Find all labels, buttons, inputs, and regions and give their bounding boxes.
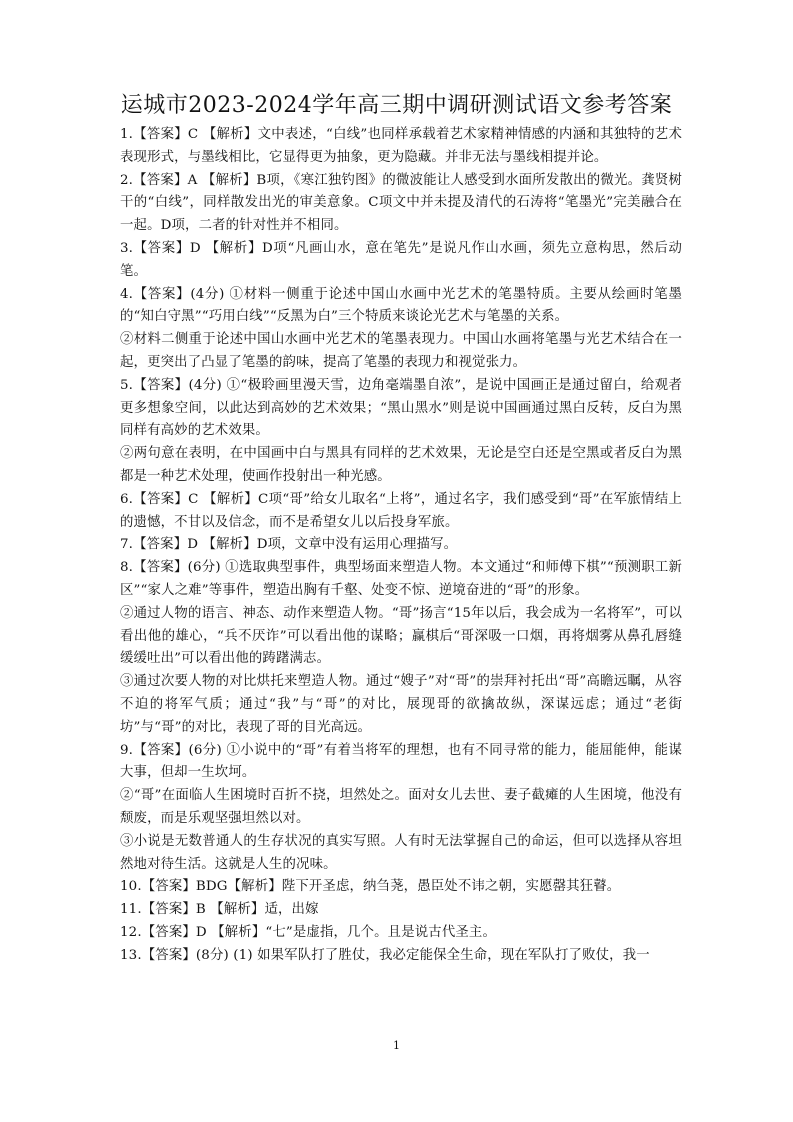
page-title: 运城市2023-2024学年高三期中调研测试语文参考答案: [120, 93, 673, 118]
answer-paragraph: 11.【答案】B 【解析】适，出嫁: [120, 902, 319, 918]
answer-paragraph: 9.【答案】(6分) ①小说中的“哥”有着当将军的理想，也有不同寻常的能力，能屈能伸，能谋大事，但却一生坎坷。: [120, 742, 682, 781]
answer-paragraph: 13.【答案】(8分) (1) 如果军队打了胜仗，我必定能保全生命，现在军队打了败仗，我一: [120, 947, 650, 963]
answer-paragraph: 7.【答案】D 【解析】D项，文章中没有运用心理描写。: [120, 537, 458, 553]
answer-paragraph: 5.【答案】(4分) ①“极聆画里漫天雪，边角毫端墨自浓”，是说中国画正是通过留白，给观者更多想象空间，以此达到高妙的艺术效果；“黑山黑水”则是说中国画通过黑白反转，反白为黑同样有高妙的艺术效果。: [120, 377, 682, 439]
answer-paragraph: 2.【答案】A 【解析】B项，《寒江独钓图》的微波能让人感受到水面所发散出的微光。龚贤树干的“白线”，同样散发出光的审美意象。C项文中并未提及清代的石涛将“笔墨光”完美融合在一起。D项，二者的针对性并不相同。: [120, 172, 682, 234]
answer-paragraph: 10.【答案】BDG【解析】陛下开圣虑，纳刍荛，愚臣处不讳之朝，实愿罄其狂瞽。: [120, 879, 621, 895]
answer-paragraph: ②两句意在表明，在中国画中白与黑具有同样的艺术效果，无论是空白还是空黑或者反白为黑都是一种艺术处理，使画作投射出一种光感。: [120, 446, 682, 484]
answer-paragraph: 8.【答案】(6分) ①选取典型事件，典型场面来塑造人物。本文通过“和师傅下棋”“预测职工新区”“家人之难”等事件，塑造出胸有千壑、处变不惊、逆境奋进的“哥”的形象。: [120, 560, 682, 598]
page-number: 1: [393, 1039, 400, 1052]
answer-paragraph: 3.【答案】D 【解析】D项“凡画山水，意在笔先”是说凡作山水画，须先立意构思，然后动笔。: [120, 240, 682, 279]
answer-paragraph: 1.【答案】C 【解析】文中表述，“白线”也同样承载着艺术家精神情感的内涵和其独特的艺术表现形式，与墨线相比，它显得更为抽象，更为隐藏。并非无法与墨线相提并论。: [120, 127, 682, 165]
answer-paragraph: 4.【答案】(4分) ①材料一侧重于论述中国山水画中光艺术的笔墨特质。主要从绘画时笔墨的“知白守黑”“巧用白线”“反黑为白”三个特质来谈论光艺术与笔墨的关系。: [120, 286, 682, 325]
answer-paragraph: 6.【答案】C 【解析】C项“哥”给女儿取名“上将”，通过名字，我们感受到“哥”在军旅情结上的遗憾，不甘以及信念，而不是希望女儿以后投身军旅。: [120, 491, 682, 530]
answer-paragraph: ②材料二侧重于论述中国山水画中光艺术的笔墨表现力。中国山水画将笔墨与光艺术结合在一起，更突出了凸显了笔墨的韵味，提高了笔墨的表现力和视觉张力。: [120, 332, 682, 370]
answer-paragraph: ②“哥”在面临人生困境时百折不挠，坦然处之。面对女儿去世、妻子截瘫的人生困境，他没有颓废，而是乐观坚强坦然以对。: [120, 788, 682, 826]
answer-paragraph: ③通过次要人物的对比烘托来塑造人物。通过“嫂子”对“哥”的崇拜衬托出“哥”高瞻远瞩，从容不迫的将军气质；通过“我”与“哥”的对比，展现哥的欲擒故纵，深谋远虑；通过“老街坊”与“哥”的对比，表现了哥的目光高远。: [120, 674, 682, 735]
document-body: [120, 124, 682, 967]
answer-paragraph: ②通过人物的语言、神态、动作来塑造人物。“哥”扬言“15年以后，我会成为一名将军”，可以看出他的雄心，“兵不厌诈”可以看出他的谋略；赢棋后“哥深吸一口烟，再将烟雾从鼻孔唇缝缓缓吐出”可以看出他的踌躇满志。: [120, 605, 682, 667]
answer-paragraph: 12.【答案】D 【解析】“七”是虚指，几个。且是说古代圣主。: [120, 924, 497, 940]
answer-paragraph: ③小说是无数普通人的生存状况的真实写照。人有时无法掌握自己的命运，但可以选择从容坦然地对待生活。这就是人生的况味。: [120, 833, 682, 872]
